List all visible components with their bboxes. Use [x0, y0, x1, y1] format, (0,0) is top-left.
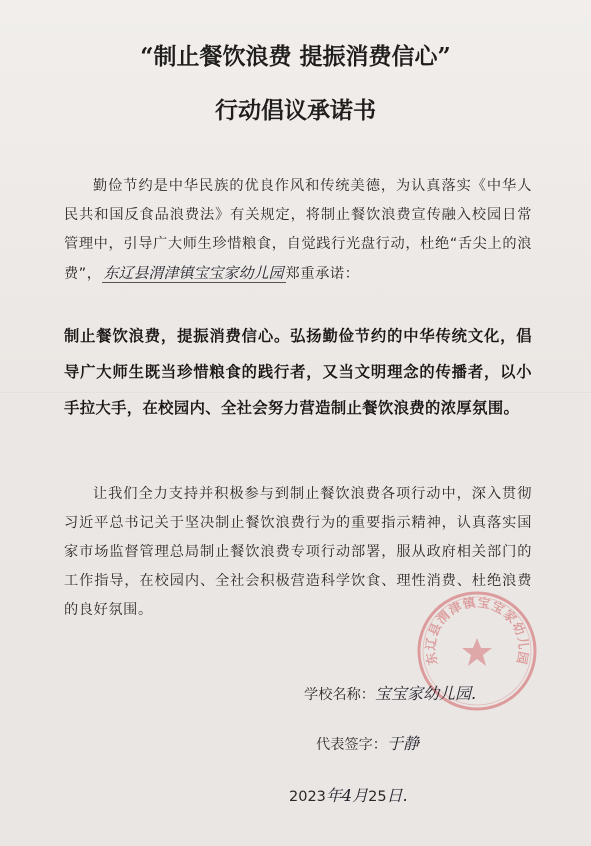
- handwritten-school-name: 东辽县渭津镇宝宝家幼儿园: [103, 264, 284, 282]
- action-paragraph: 让我们全力支持并积极参与到制止餐饮浪费各项行动中，深入贯彻习近平总书记关于坚决制止餐饮浪费行为的重要指示精神，认真落实国家市场监督管理总局制止餐饮浪费专项行动部署，服从政府相关部门的工作指导，在校园内、全社会积极营造科学饮食、理性消费、杜绝浪费的良好氛围。: [64, 486, 532, 618]
- intro-paragraph: [64, 172, 532, 289]
- date-month-handwritten: 年4月: [325, 786, 369, 805]
- commitment-paragraph: 制止餐饮浪费，提振消费信心。弘扬勤俭节约的中华传统文化，倡导广大师生既当珍惜粮食的践行者，又当文明理念的传播者，以小手拉大手，在校园内、全社会努力营造制止餐饮浪费的浓厚氛围。: [64, 327, 532, 417]
- date-row: [289, 783, 408, 806]
- date-year: 2023: [289, 789, 326, 805]
- date-day: 25: [368, 789, 387, 805]
- representative-row: [316, 731, 419, 754]
- school-name-label: 学校名称：: [304, 687, 375, 703]
- seal-star-icon: [462, 638, 492, 666]
- intro-text: 勤俭节约是中华民族的优良作风和传统美德，为认真落实《中华人民共和国反食品浪费法》有关规定，将制止餐饮浪费宣传融入校园日常管理中，引导广大师生珍惜粮食，自觉践行光盘行动，杜绝“舌尖上的浪费”，: [64, 178, 532, 282]
- date-day-suffix: 日.: [386, 786, 408, 805]
- representative-label: 代表签字：: [316, 737, 387, 753]
- document-subtitle: 行动倡议承诺书: [215, 97, 376, 124]
- school-name-row: [304, 681, 476, 704]
- document-title: “制止餐饮浪费 提振消费信心”: [140, 43, 451, 70]
- seal-text: 东辽县渭津镇宝宝家幼儿园: [422, 594, 532, 667]
- school-name-signature: 宝宝家幼儿园.: [374, 684, 477, 703]
- intro-text-end: 郑重承诺：: [285, 266, 360, 282]
- representative-signature: 于静: [386, 734, 419, 753]
